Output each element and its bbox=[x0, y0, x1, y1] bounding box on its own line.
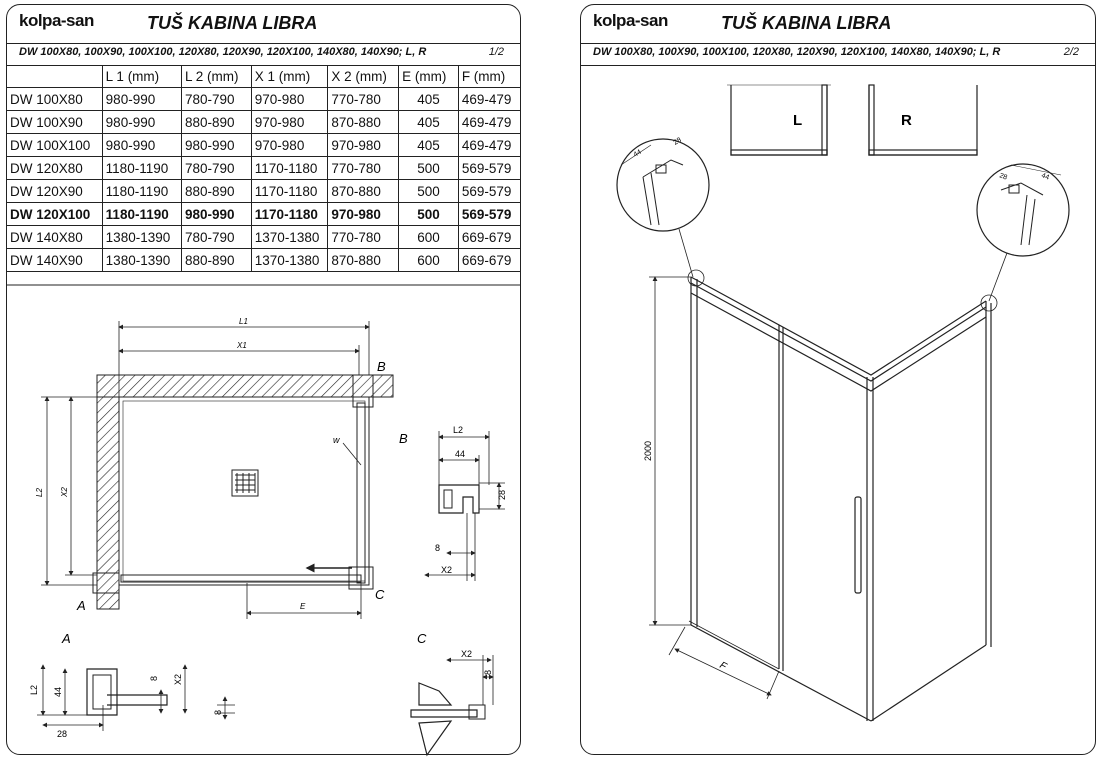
detail-a-l2: L2 bbox=[29, 684, 39, 695]
value-cell: 469-479 bbox=[458, 111, 520, 134]
detail-b-8: 8 bbox=[435, 543, 441, 553]
value-cell: 870-880 bbox=[328, 180, 399, 203]
model-cell: DW 120X90 bbox=[7, 180, 102, 203]
header bbox=[7, 5, 520, 44]
model-cell: DW 140X80 bbox=[7, 226, 102, 249]
table-row bbox=[7, 88, 520, 111]
column-header: L 1 (mm) bbox=[102, 65, 181, 88]
value-cell: 405 bbox=[399, 111, 459, 134]
label-w: w bbox=[333, 435, 340, 445]
value-cell: 870-880 bbox=[328, 249, 399, 272]
value-cell: 669-679 bbox=[458, 226, 520, 249]
corner-label-b: B bbox=[377, 359, 386, 374]
value-cell: 880-890 bbox=[181, 249, 251, 272]
detail-b-28: 28 bbox=[497, 489, 507, 500]
value-cell: 569-579 bbox=[458, 180, 520, 203]
model-cell: DW 140X90 bbox=[7, 249, 102, 272]
dim-x2: X2 bbox=[60, 487, 69, 497]
value-cell: 669-679 bbox=[458, 249, 520, 272]
model-cell: DW 120X80 bbox=[7, 157, 102, 180]
value-cell: 1370-1380 bbox=[251, 249, 328, 272]
table-row bbox=[7, 157, 520, 180]
value-cell: 880-890 bbox=[181, 180, 251, 203]
detail-a-44: 44 bbox=[53, 686, 63, 697]
value-cell: 469-479 bbox=[458, 88, 520, 111]
value-cell: 569-579 bbox=[458, 203, 520, 226]
value-cell: 970-980 bbox=[251, 134, 328, 157]
value-cell: 1170-1180 bbox=[251, 180, 328, 203]
value-cell: 770-780 bbox=[328, 88, 399, 111]
value-cell: 1180-1190 bbox=[102, 203, 181, 226]
column-header: L 2 (mm) bbox=[181, 65, 251, 88]
dim-f: F bbox=[717, 659, 729, 673]
label-r: R bbox=[901, 112, 912, 129]
column-header bbox=[7, 65, 102, 88]
brand-logo: kolpa-san bbox=[19, 11, 94, 30]
table-row bbox=[7, 111, 520, 134]
models-bar bbox=[7, 43, 520, 66]
value-cell: 405 bbox=[399, 88, 459, 111]
page-title: TUŠ KABINA LIBRA bbox=[147, 13, 318, 33]
zoom-left-44: 44 bbox=[632, 148, 643, 159]
detail-a-x2: X2 bbox=[173, 673, 183, 685]
table-header-row bbox=[7, 65, 520, 88]
value-cell: 405 bbox=[399, 134, 459, 157]
model-cell: DW 100X90 bbox=[7, 111, 102, 134]
column-header: E (mm) bbox=[399, 65, 459, 88]
detail-a-label: A bbox=[62, 631, 71, 646]
page-number: 1/2 bbox=[488, 46, 504, 58]
value-cell: 970-980 bbox=[251, 111, 328, 134]
detail-c-8: 8 bbox=[483, 669, 493, 675]
zoom-right-44: 44 bbox=[1040, 172, 1051, 182]
table-row bbox=[7, 249, 520, 272]
value-cell: 980-990 bbox=[102, 134, 181, 157]
detail-a-28: 28 bbox=[57, 729, 68, 739]
table-row bbox=[7, 134, 520, 157]
table-row bbox=[7, 203, 520, 226]
value-cell: 569-579 bbox=[458, 157, 520, 180]
model-cell: DW 100X100 bbox=[7, 134, 102, 157]
value-cell: 880-890 bbox=[181, 111, 251, 134]
models-list-2: DW 100X80, 100X90, 100X100, 120X80, 120X90, 120X100, 140X80, 140X90; L, R bbox=[593, 46, 1001, 58]
table-row bbox=[7, 180, 520, 203]
value-cell: 970-980 bbox=[328, 203, 399, 226]
value-cell: 980-990 bbox=[102, 111, 181, 134]
value-cell: 980-990 bbox=[181, 203, 251, 226]
dim-x1: X1 bbox=[237, 341, 247, 350]
sheet-page-2 bbox=[580, 4, 1096, 755]
brand-logo-2: kolpa-san bbox=[593, 11, 668, 30]
value-cell: 780-790 bbox=[181, 88, 251, 111]
detail-b-label: B bbox=[399, 431, 408, 446]
value-cell: 770-780 bbox=[328, 226, 399, 249]
label-l: L bbox=[793, 112, 803, 129]
sheet-page-1 bbox=[6, 4, 521, 755]
value-cell: 500 bbox=[399, 180, 459, 203]
value-cell: 970-980 bbox=[251, 88, 328, 111]
page-number-2: 2/2 bbox=[1063, 46, 1079, 58]
column-header: X 1 (mm) bbox=[251, 65, 328, 88]
detail-a-8: 8 bbox=[149, 675, 159, 681]
value-cell: 1180-1190 bbox=[102, 157, 181, 180]
value-cell: 780-790 bbox=[181, 226, 251, 249]
dim-l1: L1 bbox=[239, 317, 248, 326]
models-bar-2 bbox=[581, 43, 1095, 66]
value-cell: 500 bbox=[399, 157, 459, 180]
value-cell: 980-990 bbox=[181, 134, 251, 157]
value-cell: 600 bbox=[399, 249, 459, 272]
models-list: DW 100X80, 100X90, 100X100, 120X80, 120X90, 120X100, 140X80, 140X90; L, R bbox=[19, 46, 427, 58]
value-cell: 780-790 bbox=[181, 157, 251, 180]
header-2 bbox=[581, 5, 1095, 44]
detail-c-label: C bbox=[417, 631, 427, 646]
corner-label-a: A bbox=[77, 598, 86, 613]
table-row bbox=[7, 226, 520, 249]
value-cell: 1170-1180 bbox=[251, 157, 328, 180]
value-cell: 1170-1180 bbox=[251, 203, 328, 226]
value-cell: 1180-1190 bbox=[102, 180, 181, 203]
value-cell: 970-980 bbox=[328, 134, 399, 157]
value-cell: 1370-1380 bbox=[251, 226, 328, 249]
detail-b-l2: L2 bbox=[453, 425, 464, 435]
value-cell: 1380-1390 bbox=[102, 249, 181, 272]
dimension-table bbox=[7, 65, 520, 272]
dim-l2: L2 bbox=[35, 488, 44, 497]
floor-plan-drawing bbox=[7, 285, 520, 755]
detail-b-44: 44 bbox=[455, 449, 466, 459]
zoom-right-28: 28 bbox=[998, 172, 1009, 182]
value-cell: 870-880 bbox=[328, 111, 399, 134]
value-cell: 600 bbox=[399, 226, 459, 249]
column-header: F (mm) bbox=[458, 65, 520, 88]
dim-e: E bbox=[300, 602, 306, 611]
isometric-drawing bbox=[581, 65, 1095, 755]
detail-a-8b: 8 bbox=[213, 709, 223, 715]
value-cell: 770-780 bbox=[328, 157, 399, 180]
value-cell: 980-990 bbox=[102, 88, 181, 111]
dim-height: 2000 bbox=[643, 440, 653, 461]
detail-b-x2: X2 bbox=[441, 565, 453, 575]
column-header: X 2 (mm) bbox=[328, 65, 399, 88]
value-cell: 500 bbox=[399, 203, 459, 226]
corner-label-c: C bbox=[375, 587, 385, 602]
model-cell: DW 120X100 bbox=[7, 203, 102, 226]
zoom-left-28: 28 bbox=[672, 136, 683, 147]
value-cell: 1380-1390 bbox=[102, 226, 181, 249]
detail-c-x2: X2 bbox=[461, 649, 473, 659]
model-cell: DW 100X80 bbox=[7, 88, 102, 111]
page-title-2: TUŠ KABINA LIBRA bbox=[721, 13, 892, 33]
value-cell: 469-479 bbox=[458, 134, 520, 157]
